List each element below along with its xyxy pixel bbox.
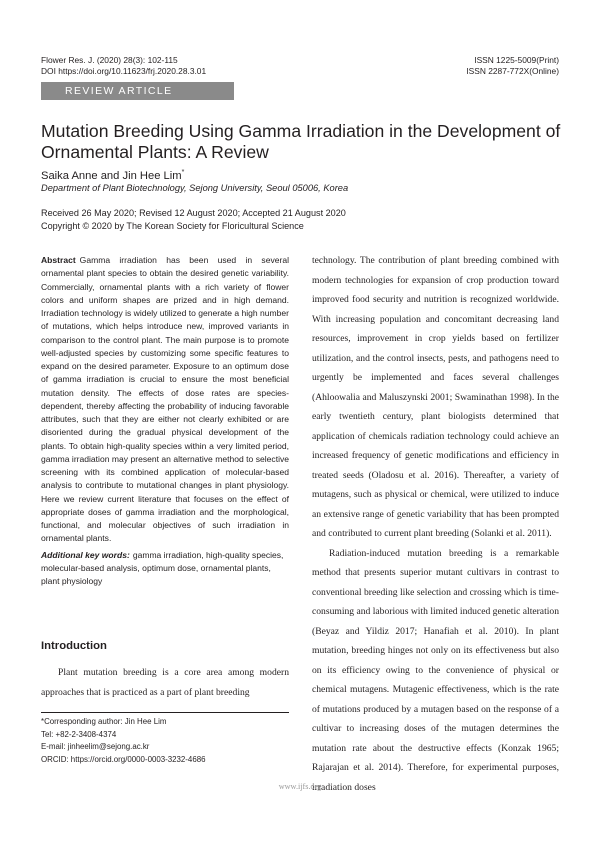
footnote-orcid[interactable]: ORCID: https://orcid.org/0000-0003-3232-4686 <box>41 755 206 765</box>
introduction-heading: Introduction <box>41 640 107 652</box>
footer-url[interactable]: www.ijfs.org <box>278 782 322 791</box>
right-column <box>312 251 559 797</box>
abstract-text: Gamma irradiation has been used in several ornamental plant species to obtain the desired genetic variability. Commercially, ornamental plants with a rich variety of flower colors and uniform shapes are prized and in high demand. Irradiation technology is widely utilized to generate a high number of mutations, which helps introduce new, improved variants in comparison to the control plant. The main purpose is to promote well-adjusted species by customizing some specific features to expand on the desired parameter. Exposure to an optimum dose of gamma irradiation is crucial to ensure the most beneficial mutation density. The effects of dose rates are species-dependent, thereby affecting the probability of inducing favorable attributes, such that they are either not clearly exhibited or are disoriented during the gradual physical development of the plants. To obtain high-quality species within a very limited period, gamma irradiation may present an alternative method to selective screening with its combined application of molecular-based analysis to contribute to mutational changes in plant physiology. Here we review current literature that focuses on the effect of appropriate doses of gamma irradiation and the morphological, functional, and molecular objectives of such irradiation in ornamental plants. <box>41 255 290 544</box>
article-type-banner: REVIEW ARTICLE <box>41 82 234 100</box>
copyright-line: Copyright © 2020 by The Korean Society for Floricultural Science <box>41 221 304 231</box>
footnote-divider <box>41 712 289 713</box>
corresponding-author: *Corresponding author: Jin Hee Lim <box>41 717 167 726</box>
issn-print: ISSN 1225-5009(Print) <box>474 55 559 65</box>
corresponding-mark: * <box>181 169 185 176</box>
keywords <box>41 549 289 589</box>
issn-block <box>466 55 559 77</box>
journal-citation: Flower Res. J. (2020) 28(3): 102-115 <box>41 55 178 65</box>
footnote-email[interactable]: E-mail: jinheelim@sejong.ac.kr <box>41 742 150 752</box>
keywords-label: Additional key words: <box>41 549 130 560</box>
footnote-tel: Tel: +82-2-3408-4374 <box>41 729 117 739</box>
left-column <box>41 254 289 588</box>
issn-online: ISSN 2287-772X(Online) <box>466 66 559 76</box>
doi-line[interactable]: DOI https://doi.org/10.11623/frj.2020.28.3.01 <box>41 66 207 76</box>
corresponding-footnote <box>41 716 205 767</box>
publication-dates <box>41 207 346 233</box>
abstract <box>41 254 289 546</box>
body-paragraph: Radiation-induced mutation breeding is a remarkable method that presents superior mutant cultivars in contrast to conventional breeding like selection and crossing which is time-consuming and laborious with limited induced genetic alteration (Beyaz and Yildiz 2017; Hanafiah et al. 2010). In plant mutation, breeding hinges not only on its effectiveness but also on its efficiency owing to the convenience of physical or chemical mutagens. Mutagenic effectiveness, which is the rate of mutations produced by a mutagen based on the response of a cultivar to increasing doses of the mutagen determines the mutation rate about the destructive effects (Konzak 1965; Rajarajan et al. 2014). Therefore, for experimental purposes, irradiation doses <box>312 547 559 793</box>
author-names: Saika Anne and Jin Hee Lim <box>41 170 182 182</box>
journal-header <box>41 55 206 77</box>
affiliation: Department of Plant Biotechnology, Sejong University, Seoul 05006, Korea <box>41 183 349 193</box>
abstract-label: Abstract <box>41 255 76 265</box>
keywords-text: gamma irradiation, high-quality species, molecular-based analysis, optimum dose, ornamental plants, plant physiology <box>41 549 284 586</box>
author-line <box>41 166 184 183</box>
introduction-paragraph: Plant mutation breeding is a core area among modern approaches that is practiced as a part of plant breeding <box>41 667 289 698</box>
body-paragraph: technology. The contribution of plant breeding combined with modern technologies for expansion of crop production toward improved food security and nutrition is recognized worldwide. With increasing population and concomitant decreasing land resources, improvement in crop yields based on fertilizer utilization, and the control insects, pests, and pathogens need to urgently be implemented and faces several challenges (Ahloowalia and Maluszynski 2001; Swaminathan 1998). In the early twentieth century, plant biologists determined that application of chemicals radiation technology could achieve an increased frequency of genetic modifications and efficiency in treated seeds (Oladosu et al. 2016). Thereafter, a variety of mutagens, such as physical or chemical, were utilized to induce an extensive range of genetic variability that has been prompted and contributed to current plant breeding (Solanki et al. 2011). <box>312 255 559 539</box>
article-title: Mutation Breeding Using Gamma Irradiation in the Development of Ornamental Plants: A Review <box>41 121 561 162</box>
history-line: Received 26 May 2020; Revised 12 August 2020; Accepted 21 August 2020 <box>41 208 346 218</box>
